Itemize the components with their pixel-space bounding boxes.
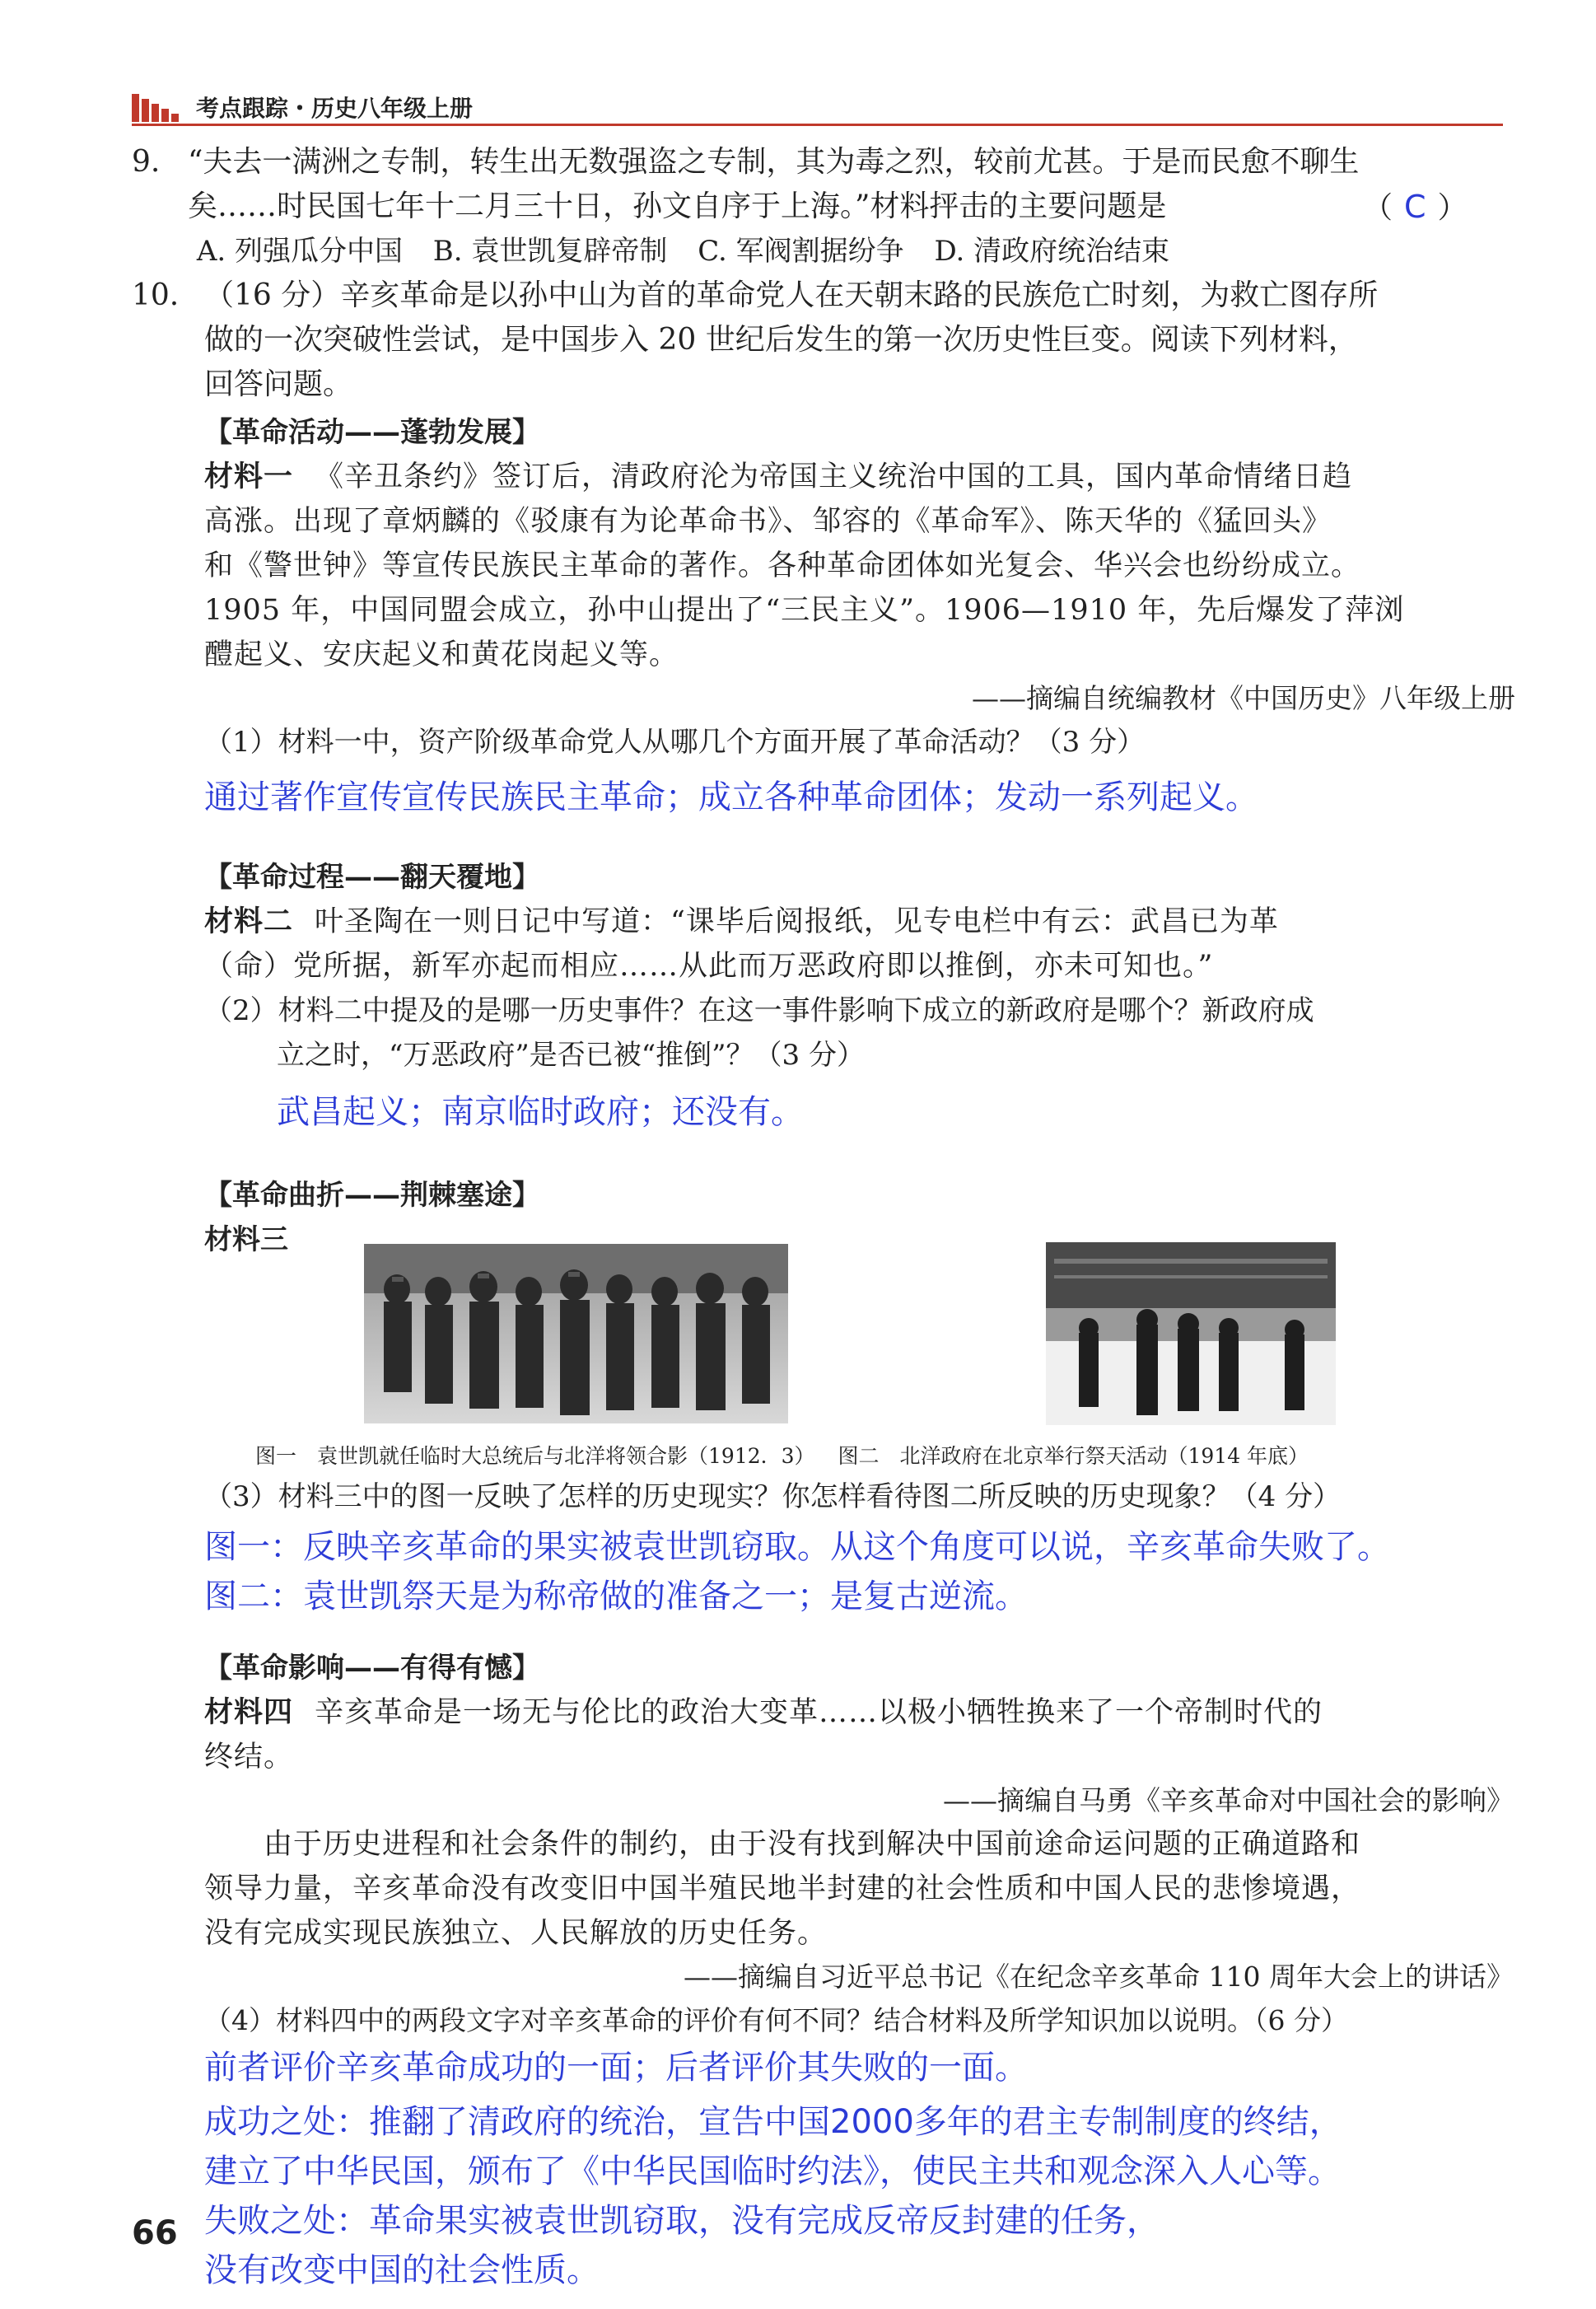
material-1-label: 材料一 bbox=[204, 460, 294, 493]
material-1-source: ——摘编自统编教材《中国历史》八年级上册 bbox=[972, 682, 1515, 714]
q9-option-a: A. 列强瓜分中国 bbox=[196, 235, 403, 268]
q9-answer: C bbox=[1404, 189, 1426, 225]
photo-figure-1 bbox=[364, 1244, 788, 1423]
q10-intro-3: 回答问题。 bbox=[204, 367, 353, 401]
q10-answer-4-line4: 失败之处：革命果实被袁世凯窃取，没有完成反帝反封建的任务， bbox=[204, 2202, 1160, 2240]
q10-subq-2-line1: （2）材料二中提及的是哪一历史事件？在这一事件影响下成立的新政府是哪个？新政府成 bbox=[204, 994, 1314, 1027]
material-1: 材料一 《辛丑条约》签订后，清政府沦为帝国主义统治中国的工具，国内革命情绪日趋 高涨。出现了章炳麟的《驳康有为论革命书》、邹容的《革命军》、陈天华的《猛回头》 和《警世钟》等宣传民族民主革命的著作。各种革命团体如光复会、华兴会也纷纷成立。 1905 年，中国同盟会成立，孙中山提出了“三民主义”。1906—1910 年，先后爆发了萍浏 醴起义、安庆起义和黄花岗起义等。 bbox=[204, 460, 1405, 671]
q10-answer-3-line1: 图一：反映辛亥革命的果实被袁世凯窃取。从这个角度可以说，辛亥革命失败了。 bbox=[204, 1528, 1390, 1566]
group-photo-image bbox=[364, 1244, 788, 1423]
q9-option-d: D. 清政府统治结束 bbox=[934, 235, 1170, 268]
section-head-1: 【革命活动——蓬勃发展】 bbox=[204, 416, 540, 449]
q10-answer-4-line5: 没有改变中国的社会性质。 bbox=[204, 2251, 600, 2289]
q10-answer-4-line1: 前者评价辛亥革命成功的一面；后者评价其失败的一面。 bbox=[204, 2049, 1028, 2087]
material-3-label: 材料三 bbox=[204, 1223, 288, 1256]
page-number: 66 bbox=[132, 2214, 178, 2252]
material-2: 材料二 叶圣陶在一则日记中写道：“课毕后阅报纸，见专电栏中有云：武昌已为革 （命）党所据，新军亦起而相应……从此而万恶政府即以推倒，亦未可知也。” bbox=[204, 905, 1279, 983]
bar-logo-icon bbox=[132, 91, 181, 122]
material-4-source-1: ——摘编自马勇《辛亥革命对中国社会的影响》 bbox=[943, 1784, 1514, 1816]
q9-line1: “夫去一满洲之专制，转生出无数强盗之专制，其为毒之烈，较前尤甚。于是而民愈不聊生 bbox=[188, 145, 1360, 179]
q10-subq-2-line2: 立之时，“万恶政府”是否已被“推倒”？（3 分） bbox=[277, 1039, 865, 1072]
q10-subq-3: （3）材料三中的图一反映了怎样的历史现实？你怎样看待图二所反映的历史现象？（4 分） bbox=[204, 1480, 1342, 1513]
q9-number: 9. bbox=[132, 145, 161, 179]
q10-part-3-4 bbox=[204, 1475, 1522, 2295]
ceremony-photo-image bbox=[1046, 1242, 1336, 1425]
page-header bbox=[132, 91, 1503, 124]
caption-figure-2: 图二 北洋政府在北京举行祭天活动（1914 年底） bbox=[838, 1444, 1309, 1468]
question-9 bbox=[132, 140, 1515, 273]
q9-line2: 矣……时民国七年十二月三十日，孙文自序于上海。”材料抨击的主要问题是 bbox=[188, 189, 1167, 223]
section-head-2: 【革命过程——翻天覆地】 bbox=[204, 861, 540, 894]
q9-answer-parens: （ C ） bbox=[1363, 189, 1468, 225]
material-4-paragraph-2: 由于历史进程和社会条件的制约，由于没有找到解决中国前途命运问题的正确道路和 领导力量，辛亥革命没有改变旧中国半殖民地半封建的社会性质和中国人民的悲惨境遇， 没有完成实现民族独立、人民解放的历史任务。 bbox=[204, 1828, 1361, 1950]
q10-intro-2: 做的一次突破性尝试，是中国步入 20 世纪后发生的第一次历史性巨变。阅读下列材料， bbox=[204, 323, 1358, 357]
header-title: 考点跟踪・历史八年级上册 bbox=[196, 95, 474, 122]
q10-subq-1: （1）材料一中，资产阶级革命党人从哪几个方面开展了革命活动？（3 分） bbox=[204, 726, 1146, 759]
q10-subq-4: （4）材料四中的两段文字对辛亥革命的评价有何不同？结合材料及所学知识加以说明。（6 分） bbox=[204, 2004, 1348, 2036]
section-head-4: 【革命影响——有得有憾】 bbox=[204, 1652, 540, 1685]
section-head-3: 【革命曲折——荆棘塞途】 bbox=[204, 1179, 540, 1212]
figure-captions bbox=[255, 1440, 1309, 1473]
material-4-source-2: ——摘编自习近平总书记《在纪念辛亥革命 110 周年大会上的讲话》 bbox=[684, 1961, 1514, 1993]
q10-answer-2: 武昌起义；南京临时政府；还没有。 bbox=[277, 1093, 804, 1131]
q10-answer-3-line2: 图二：袁世凯祭天是为称帝做的准备之一；是复古逆流。 bbox=[204, 1578, 1028, 1615]
q9-option-b: B. 袁世凯复辟帝制 bbox=[432, 235, 668, 268]
material-4-label: 材料四 bbox=[204, 1696, 294, 1729]
photo-figure-2 bbox=[1046, 1242, 1336, 1425]
q10-number: 10. bbox=[132, 278, 180, 312]
q10-answer-4-line3: 建立了中华民国，颁布了《中华民国临时约法》，使民主共和观念深入人心等。 bbox=[204, 2152, 1341, 2190]
header-rule bbox=[132, 124, 1503, 126]
material-2-label: 材料二 bbox=[204, 905, 294, 938]
material-4: 材料四 辛亥革命是一场无与伦比的政治大变革……以极小牺牲换来了一个帝制时代的 终结。 bbox=[204, 1696, 1323, 1774]
q9-option-c: C. 军阀割据纷争 bbox=[698, 235, 904, 268]
question-10 bbox=[132, 273, 1515, 1262]
q10-answer-1: 通过著作宣传宣传民族民主革命；成立各种革命团体；发动一系列起义。 bbox=[204, 778, 1258, 816]
q10-answer-4-line2: 成功之处：推翻了清政府的统治，宣告中国2000多年的君主专制制度的终结， bbox=[204, 2103, 1342, 2141]
q10-intro-1: （16 分）辛亥革命是以孙中山为首的革命党人在天朝末路的民族危亡时刻，为救亡图存所 bbox=[204, 278, 1379, 312]
q9-options bbox=[132, 229, 1515, 273]
caption-figure-1: 图一 袁世凯就任临时大总统后与北洋将领合影（1912．3） bbox=[255, 1444, 815, 1468]
